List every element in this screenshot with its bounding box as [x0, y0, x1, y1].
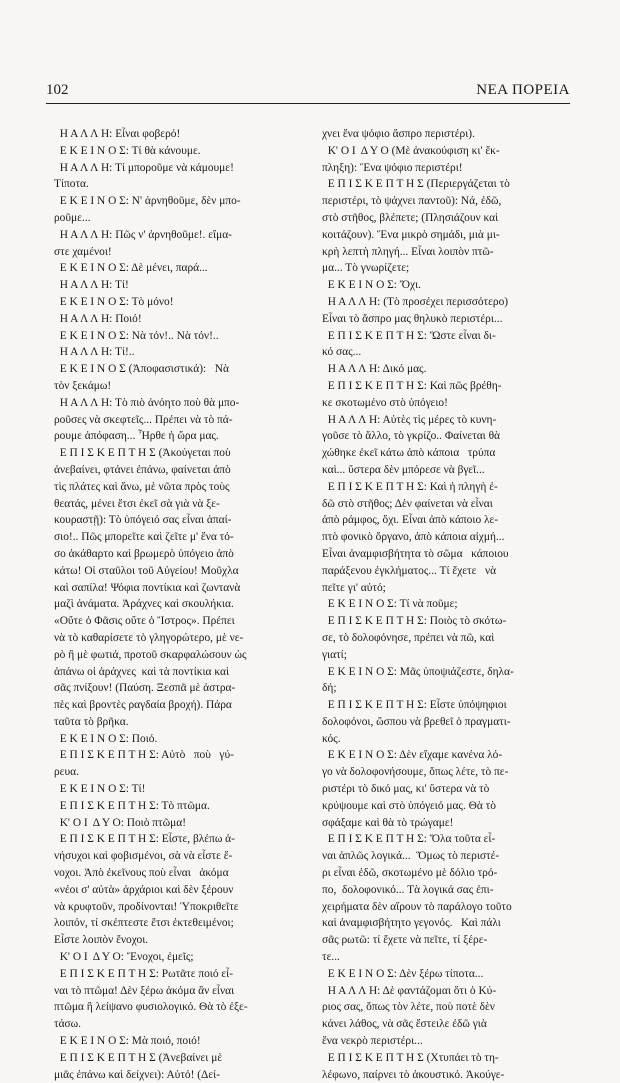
text-line: Η Α Λ Λ Η: Πῶς ν' ἀρνηθοῦμε!. εἴμα- [54, 228, 232, 241]
text-line: ρὸ ἢ μὲ φωτιά, προτοῦ σκαρφαλώσουν ὡς [54, 648, 247, 661]
text-line: θεατάς, μένει ἔτσι ἐκεῖ σὰ γιὰ νὰ ξε- [54, 497, 220, 510]
text-line: ροῦσες νὰ σκεφτεῖς... Πρέπει νὰ τὸ πά- [54, 413, 233, 426]
text-line: κός. [322, 732, 341, 745]
text-line: χνει ἕνα ψόφιο ἄσπρο περιστέρι). [322, 128, 475, 140]
text-line: κε σκοτωμένο στὸ ὑπόγειο! [322, 396, 448, 409]
text-line: σε, τὸ δολοφόνησε, πρέπει νὰ πῶ, καὶ [322, 631, 495, 644]
text-line: Κ' Ο Ι Δ Υ Ο: Ποιὸ πτῶμα! [54, 816, 186, 829]
text-line: Η Α Λ Λ Η: Αὐτὲς τὶς μέρες τὸ κυνη- [322, 413, 497, 426]
text-line: Ε Π Ι Σ Κ Ε Π Τ Η Σ (Ἀνεβαίνει μὲ [54, 1051, 223, 1064]
left-column [54, 126, 312, 1083]
text-line: κό σας... [322, 346, 362, 359]
text-line: Εἶναι τὸ ἄσπρο μας θηλυκὸ περιστέρι... [322, 312, 503, 325]
text-line: κάνει λάθος, νὰ σᾶς ἔστειλε ἐδῶ γιὰ [322, 1018, 487, 1031]
text-line: δῶ στὸ στῆθος; Δὲν φαίνεται νὰ εἶναι [322, 497, 493, 510]
text-line: Ε Κ Ε Ι Ν Ο Σ: Δὲ μένει, παρά... [54, 262, 208, 275]
text-columns [50, 126, 580, 1081]
text-line: δή; [322, 682, 337, 695]
text-line: Ε Π Ι Σ Κ Ε Π Τ Η Σ: Τὸ πτῶμα. [54, 799, 210, 812]
text-line: Ε Κ Ε Ι Ν Ο Σ: Δὲν ξέρω τίποτα... [322, 967, 484, 980]
text-line: ναι ἁπλῶς λογικά... Ὅμως τὸ περιστέ- [322, 850, 500, 863]
text-line: Ε Κ Ε Ι Ν Ο Σ: Μᾶς ὑποψιάζεστε, δηλα- [322, 665, 514, 678]
text-line: Ε Π Ι Σ Κ Ε Π Τ Η Σ: Αὐτὸ ποὺ γύ- [54, 749, 234, 762]
text-line: ταῦτα τὸ βρῆκα. [54, 715, 129, 728]
text-line: σιο!.. Πῶς μπορεῖτε καὶ ζεῖτε μ' ἕνα τό- [54, 531, 234, 544]
text-line: Ε Κ Ε Ι Ν Ο Σ: Ποιό. [54, 732, 158, 745]
text-line: λοιπόν, τί σκέπτεστε ἔτσι ἐκτεθειμένοι; [54, 917, 234, 930]
text-line: Ε Κ Ε Ι Ν Ο Σ: Τὸ μόνο! [54, 295, 174, 308]
page-number: 102 [46, 82, 69, 98]
text-line: ἕνα νεκρὸ περιστέρι... [322, 1035, 423, 1048]
text-line: ριος σας, ὅπως τὸν λέτε, ποὺ ποτὲ δὲν [322, 1001, 495, 1014]
text-line: Ε Κ Ε Ι Ν Ο Σ: Ὄχι. [322, 279, 422, 292]
text-line: νοχοι. Ἀπὸ ἐκεῖνους ποὺ εἶναι ἀκόμα [54, 867, 229, 880]
text-line: τὶς πλάτες καὶ ἄνω, μὲ νῶτα πρὸς τοὺς [54, 480, 230, 493]
text-line: ἀπάνω οἱ ἀράχνες καὶ τὰ ποντίκια καὶ [54, 665, 230, 678]
text-line: ἀνεβαίνει, φτάνει ἐπάνω, φαίνεται ἀπὸ [54, 463, 231, 476]
text-line: ριστέρι τὸ δικό μας, κι' ὕστερα νὰ τὸ [322, 783, 490, 796]
text-line: Κ' Ο Ι Δ Υ Ο (Μὲ ἀνακούφιση κι' ἔκ- [322, 144, 500, 157]
text-line: σᾶς ρωτῶ: τί ἔχετε νὰ πεῖτε, τί ξέρε- [322, 934, 488, 947]
text-line: Ε Π Ι Σ Κ Ε Π Τ Η Σ (Περιεργάζεται τὸ [322, 178, 510, 191]
text-line: τὸν ξεκάμω! [54, 379, 112, 392]
text-line: δολοφόνοι, ὥσπου νὰ βρεθεῖ ὁ πραγματι- [322, 715, 511, 728]
text-line: «Οὔτε ὁ Φᾶσις οὔτε ὁ Ἴστρος». Πρέπει [54, 615, 235, 628]
text-line: Ε Π Ι Σ Κ Ε Π Τ Η Σ: Εἶστε ὑπόψηφιοι [322, 699, 507, 712]
text-line: Ε Κ Ε Ι Ν Ο Σ: Δὲν εἴχαμε κανένα λό- [322, 749, 503, 762]
text-line: σφάξαμε καὶ θὰ τὸ τρώγαμε! [322, 816, 454, 829]
text-line: μιᾶς ἐπάνω καὶ δείχνει): Αὐτό! (Δεί- [54, 1068, 220, 1081]
text-line: «νέοι σ' αὐτὰ» ἀρχάριοι καὶ δὲν ξέρουν [54, 883, 234, 896]
text-line: λέφωνο, παίρνει τὸ ἀκουστικό. Ἀκούγε- [322, 1068, 505, 1081]
text-line: πὲς καὶ βροντὲς ραγδαία βροχή). Πάρα [54, 699, 232, 712]
text-line: στὸ στῆθος, βλέπετε; (Πλησιάζουν καὶ [322, 211, 499, 224]
text-line: Ε Κ Ε Ι Ν Ο Σ: Τί θὰ κάνουμε. [54, 144, 201, 157]
text-line: πληξη): Ἕνα ψόφιο περιστέρι! [322, 161, 463, 174]
text-line: Η Α Λ Λ Η: Τί! [54, 279, 129, 292]
text-line: ρι εἶναι ἐδῶ, σκοτωμένο μὲ δόλιο τρό- [322, 867, 498, 880]
text-line: γοῦσε τὸ ἄλλο, τὸ γκρίζο.. Φαίνεται θὰ [322, 430, 501, 443]
text-line: γιατί; [322, 648, 347, 661]
text-line: Η Α Λ Λ Η: Δικό μας. [322, 363, 427, 376]
text-line: πτὸ φονικὸ ὄργανο, ἀπὸ κάποια αἰχμή... [322, 531, 505, 544]
text-line: κρύψουμε καὶ στὸ ὑπόγειό μας. Θὰ τὸ [322, 799, 496, 812]
text-line: καὶ... ὕστερα δὲν μπόρεσε νὰ βγεῖ... [322, 463, 485, 476]
text-line: μα... Τὸ γνωρίζετε; [322, 262, 410, 275]
text-line: τε... [322, 951, 340, 964]
text-line: Εἶναι ἀναμφισβήτητα τὸ σῶμα κάποιου [322, 547, 509, 560]
text-line: ἀπὸ ράμφος, ὄχι. Εἶναι ἀπὸ κάποιο λε- [322, 514, 499, 527]
text-line: Ε Π Ι Σ Κ Ε Π Τ Η Σ: Καὶ πῶς βρέθη- [322, 379, 502, 392]
header-rule [46, 103, 570, 104]
text-line: κρὴ λεπτὴ πληγή... Εἶναι λοιπὸν πτῶ- [322, 245, 494, 258]
text-line: Η Α Λ Λ Η: (Τὸ προσέχει περισσότερο) [322, 295, 509, 308]
text-line: στε χαμένοι! [54, 245, 112, 258]
text-line: Η Α Λ Λ Η: Τί!.. [54, 346, 135, 359]
text-line: Ε Κ Ε Ι Ν Ο Σ: Ν' ἀρνηθοῦμε, δὲν μπο- [54, 195, 241, 208]
journal-title: ΝΕΑ ΠΟΡΕΙΑ [476, 82, 570, 98]
text-line: περιστέρι, τὸ ψάχνει παντοῦ): Νά, ἐδῶ, [322, 195, 502, 208]
text-line: πεῖτε γι' αὐτό; [322, 581, 386, 594]
text-line: πο, δολοφονικό... Τὰ λογικά σας ἐπι- [322, 883, 494, 896]
text-line: Ε Π Ι Σ Κ Ε Π Τ Η Σ: Ὥστε εἶναι δι- [322, 329, 496, 342]
text-line: ροῦμε... [54, 211, 91, 224]
text-line: Ε Κ Ε Ι Ν Ο Σ: Νὰ τόν!.. Νὰ τόν!.. [54, 329, 219, 342]
text-line: Η Α Λ Λ Η: Δὲ φαντάζομαι ὅτι ὁ Κύ- [322, 984, 497, 997]
text-line: χώθηκε ἐκεῖ κάτω ἀπὸ κάποια τρύπα [322, 447, 496, 460]
page-header [46, 78, 570, 104]
text-line: Ε Π Ι Σ Κ Ε Π Τ Η Σ: Ὅλα τοῦτα εἶ- [322, 833, 496, 846]
text-line: νὰ τὸ καθαρίσετε τὸ γληγορώτερο, μὲ νε- [54, 631, 244, 644]
text-line: κάτω! Οἱ σταῦλοι τοῦ Αὐγείου! Μοῦχλα [54, 564, 239, 577]
text-line: καὶ ἀναμφισβήτητο γεγονός. Καὶ πάλι [322, 917, 501, 930]
text-line: κουραστῇ): Τὸ ὑπόγειό σας εἶναι ἀπαί- [54, 514, 232, 527]
text-line: νήσυχοι καὶ φοβισμένοι, σὰ νὰ εἶστε ἔ- [54, 850, 233, 863]
text-line: χειρήματα δὲν αἴρουν τὸ παράλογο τοῦτο [322, 900, 512, 913]
text-line: καὶ σαπίλα! Ψόφια ποντίκια καὶ ζωντανὰ [54, 581, 241, 594]
text-line: σο ἀκάθαρτο καὶ βρωμερὸ ὑπόγειο ἀπὸ [54, 547, 234, 560]
text-line: Η Α Λ Λ Η: Τὸ πιὸ ἀνόητο ποὺ θὰ μπο- [54, 396, 240, 409]
text-line: Ε Π Ι Σ Κ Ε Π Τ Η Σ: Εἶστε, βλέπω ἀ- [54, 833, 235, 846]
text-line: Ε Κ Ε Ι Ν Ο Σ: Τί! [54, 783, 146, 796]
text-line: τάσω. [54, 1018, 82, 1031]
text-line: Ε Π Ι Σ Κ Ε Π Τ Η Σ: Καὶ ἡ πληγὴ ἐ- [322, 480, 498, 493]
text-line: Η Α Λ Λ Η: Τί μποροῦμε νὰ κάμουμε! [54, 161, 234, 174]
text-line: ναι τὸ πτῶμα! Δὲν ξέρω ἀκόμα ἂν εἶναι [54, 984, 235, 997]
text-line: Κ' Ο Ι Δ Υ Ο: Ἔνοχοι, ἐμεῖς; [54, 951, 194, 964]
right-column [322, 126, 580, 1083]
text-line: σᾶς πνίξουν! (Παύση. Ξεσπᾶ μὲ ἀστρα- [54, 682, 236, 695]
text-line: παράξενου ἐγκλήματος... Τί ἔχετε νὰ [322, 564, 497, 577]
text-line: Τίποτα. [54, 178, 89, 191]
text-line: Ε Π Ι Σ Κ Ε Π Τ Η Σ (Χτυπάει τὸ τη- [322, 1051, 499, 1064]
text-line: Ε Π Ι Σ Κ Ε Π Τ Η Σ (Ἀκούγεται ποὺ [54, 447, 231, 460]
text-line: Ε Π Ι Σ Κ Ε Π Τ Η Σ: Ρωτᾶτε ποιό εἶ- [54, 967, 234, 980]
text-line: πτῶμα ἢ λείψανο φυσιολογικό. Θὰ τὸ ἐξε- [54, 1001, 248, 1014]
text-line: Εἶστε λοιπὸν ἔνοχοι. [54, 934, 149, 947]
text-line: Ε Κ Ε Ι Ν Ο Σ: Τί νὰ ποῦμε; [322, 598, 458, 611]
text-line: κοιτάζουν). Ἕνα μικρὸ σημάδι, μιὰ μι- [322, 228, 500, 241]
text-line: Η Α Λ Λ Η: Εἶναι φοβερό! [54, 128, 181, 140]
text-line: Ε Π Ι Σ Κ Ε Π Τ Η Σ: Ποιὸς τὸ σκότω- [322, 615, 507, 628]
text-line: γο νὰ δολοφονήσουμε, ὅπως λέτε, τὸ πε- [322, 766, 509, 779]
text-line: μαζὶ ἀνάματα. Ἀράχνες καὶ σκουλήκια. [54, 598, 234, 611]
text-line: Ε Κ Ε Ι Ν Ο Σ: Μὰ ποιό, ποιό! [54, 1035, 201, 1048]
text-line: Η Α Λ Λ Η: Ποιό! [54, 312, 142, 325]
text-line: Ε Κ Ε Ι Ν Ο Σ (Ἀποφασιστικά): Νὰ [54, 363, 229, 376]
text-line: νὰ κρυφτοῦν, προδίνονται! Ὑποκριθεῖτε [54, 900, 239, 913]
text-line: ρευα. [54, 766, 79, 779]
text-line: ρουμε ἀπόφαση... Ἦρθε ἡ ὥρα μας. [54, 430, 219, 443]
